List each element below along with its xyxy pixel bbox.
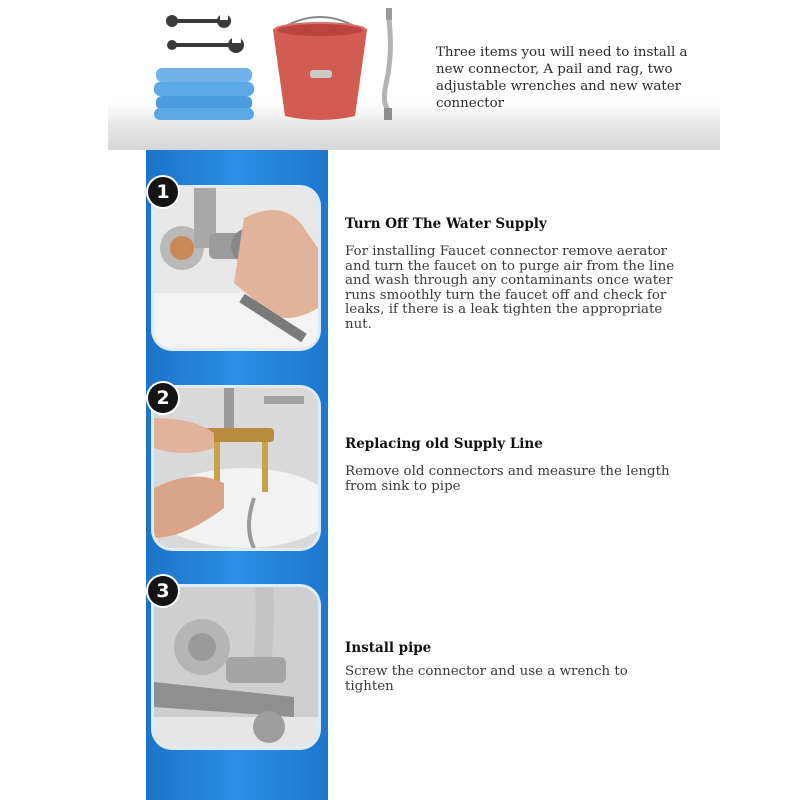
towel-icon	[154, 68, 254, 120]
supplies-illustration	[150, 4, 420, 124]
wrench-icon	[166, 14, 231, 28]
step-3-title: Install pipe	[345, 640, 432, 656]
step-1-number-badge: 1	[148, 177, 178, 207]
step-1-title: Turn Off The Water Supply	[345, 216, 547, 232]
step-3-number-badge: 3	[148, 576, 178, 606]
step-2-photo	[154, 388, 318, 548]
step-2-title: Replacing old Supply Line	[345, 436, 543, 452]
step-3-photo	[154, 587, 318, 747]
step-3-description: Screw the connector and use a wrench to tighten	[345, 664, 628, 694]
bucket-icon	[273, 17, 367, 120]
step-2-number-badge: 2	[148, 383, 178, 413]
step-2-description: Remove old connectors and measure the length from sink to pipe	[345, 464, 670, 494]
intro-text: Three items you will need to install a new connector, A pail and rag, two adjustable wrenches and new water connector	[436, 45, 688, 111]
step-1-description: For installing Faucet connector remove aerator and turn the faucet on to purge air from the line and wash through any contaminants once water runs smoothly turn the faucet off and check for leaks, if there is a leak tighten the appropriate nut.	[345, 244, 675, 332]
wrench-icon	[167, 36, 244, 53]
water-connector-hose-icon	[384, 8, 392, 120]
step-1-photo	[154, 188, 318, 348]
